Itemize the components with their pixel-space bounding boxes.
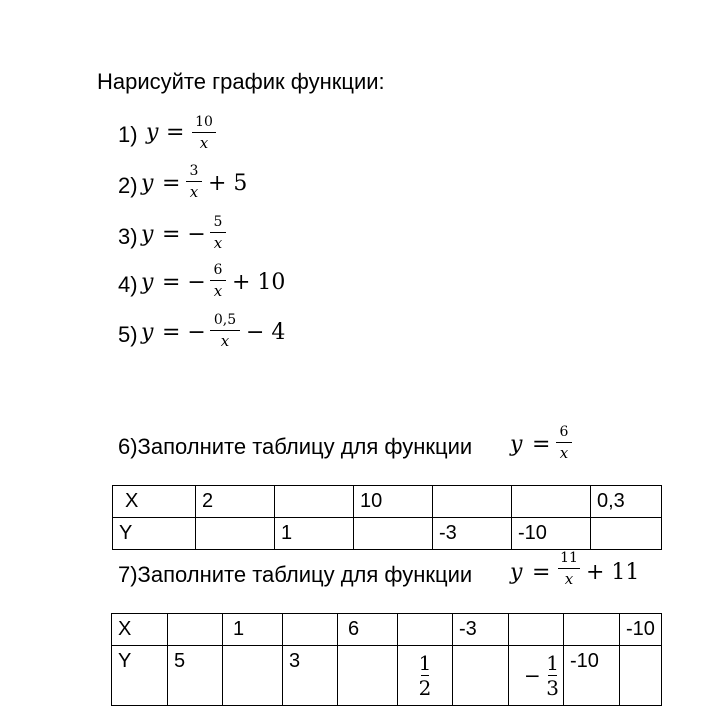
denominator: x bbox=[213, 282, 223, 300]
function-lhs: y bbox=[141, 320, 154, 345]
table-cell bbox=[564, 614, 620, 646]
numerator: 1 bbox=[546, 651, 559, 675]
function-lhs: y bbox=[141, 171, 154, 196]
table-cell bbox=[283, 614, 338, 646]
denominator: x bbox=[189, 183, 199, 201]
task-number: 5) bbox=[118, 322, 138, 347]
task-number: 4) bbox=[118, 272, 138, 297]
numerator: 1 bbox=[418, 651, 432, 675]
function-tail: + 5 bbox=[208, 171, 248, 196]
table-cell bbox=[275, 486, 354, 518]
table-cell: -3 bbox=[453, 614, 509, 646]
equals-sign: = bbox=[162, 171, 181, 196]
task-7-label: 7)Заполните таблицу для функции bbox=[118, 562, 473, 587]
equals-sign: = − bbox=[162, 270, 206, 295]
table-cell bbox=[223, 646, 283, 706]
table-row-y bbox=[112, 646, 662, 706]
function-lhs: y bbox=[510, 432, 523, 457]
table-cell: 2 bbox=[196, 486, 275, 518]
table-row-x bbox=[112, 614, 662, 646]
table-cell-fraction bbox=[398, 646, 453, 706]
function-lhs: y bbox=[146, 120, 159, 145]
equals-sign: = bbox=[532, 560, 551, 585]
table-cell: 10 bbox=[354, 486, 433, 518]
table-cell bbox=[196, 518, 275, 550]
fraction bbox=[556, 424, 572, 461]
numerator: 11 bbox=[560, 550, 578, 566]
table-cell: X bbox=[113, 486, 196, 518]
table-cell bbox=[354, 518, 433, 550]
table-row-x bbox=[113, 486, 662, 518]
table-cell: 0,3 bbox=[591, 486, 662, 518]
task-7-heading bbox=[118, 550, 658, 594]
table-cell bbox=[509, 614, 564, 646]
table-cell: 5 bbox=[168, 646, 223, 706]
numerator: 6 bbox=[213, 262, 223, 278]
table-cell bbox=[338, 646, 398, 706]
function-lhs: y bbox=[510, 560, 523, 585]
numerator: 10 bbox=[195, 114, 213, 130]
minus-sign: − bbox=[523, 663, 541, 688]
table-cell bbox=[433, 486, 512, 518]
table-cell bbox=[453, 646, 509, 706]
denominator: x bbox=[199, 134, 209, 152]
table-cell bbox=[620, 646, 662, 706]
task-6-heading bbox=[118, 424, 588, 468]
numerator: 6 bbox=[559, 424, 569, 440]
task-6-table bbox=[112, 485, 662, 550]
equals-sign: = bbox=[532, 432, 551, 457]
function-tail: + 10 bbox=[232, 270, 286, 295]
table-cell: Y bbox=[113, 518, 196, 550]
fraction bbox=[186, 163, 202, 200]
table-cell: -10 bbox=[564, 646, 620, 706]
fraction bbox=[210, 312, 240, 349]
function-tail: − 4 bbox=[246, 320, 286, 345]
equals-sign: = − bbox=[162, 222, 206, 247]
denominator: 2 bbox=[418, 676, 432, 700]
function-lhs: y bbox=[141, 270, 154, 295]
task-7-table bbox=[111, 613, 662, 706]
fraction bbox=[210, 214, 226, 251]
denominator: x bbox=[564, 570, 574, 588]
task-number: 2) bbox=[118, 173, 138, 198]
denominator: x bbox=[220, 332, 230, 350]
page-heading: Нарисуйте график функции: bbox=[97, 69, 385, 94]
fraction bbox=[558, 550, 580, 587]
table-cell: X bbox=[112, 614, 168, 646]
fraction bbox=[192, 114, 216, 151]
denominator: x bbox=[213, 234, 223, 252]
denominator: 3 bbox=[546, 676, 559, 700]
table-cell: Y bbox=[112, 646, 168, 706]
table-cell bbox=[168, 614, 223, 646]
table-cell: 1 bbox=[275, 518, 354, 550]
equals-sign: = − bbox=[162, 320, 206, 345]
equals-sign: = bbox=[166, 120, 185, 145]
fraction bbox=[210, 262, 226, 299]
task-number: 1) bbox=[118, 122, 138, 147]
table-cell: -3 bbox=[433, 518, 512, 550]
numerator: 5 bbox=[213, 214, 223, 230]
function-tail: + 11 bbox=[586, 560, 640, 585]
task-6-label: 6)Заполните таблицу для функции bbox=[118, 434, 473, 459]
table-cell: 1 bbox=[223, 614, 283, 646]
table-cell bbox=[512, 486, 591, 518]
table-row-y bbox=[113, 518, 662, 550]
function-lhs: y bbox=[141, 222, 154, 247]
table-cell bbox=[398, 614, 453, 646]
table-cell: 3 bbox=[283, 646, 338, 706]
task-number: 3) bbox=[118, 224, 138, 249]
table-cell-fraction bbox=[509, 646, 564, 706]
numerator: 3 bbox=[189, 163, 199, 179]
denominator: x bbox=[559, 444, 569, 462]
table-cell bbox=[591, 518, 662, 550]
table-cell: 6 bbox=[338, 614, 398, 646]
numerator: 0,5 bbox=[213, 312, 237, 328]
fraction bbox=[419, 652, 432, 699]
table-cell: -10 bbox=[512, 518, 591, 550]
table-cell: -10 bbox=[620, 614, 662, 646]
fraction bbox=[546, 652, 559, 699]
